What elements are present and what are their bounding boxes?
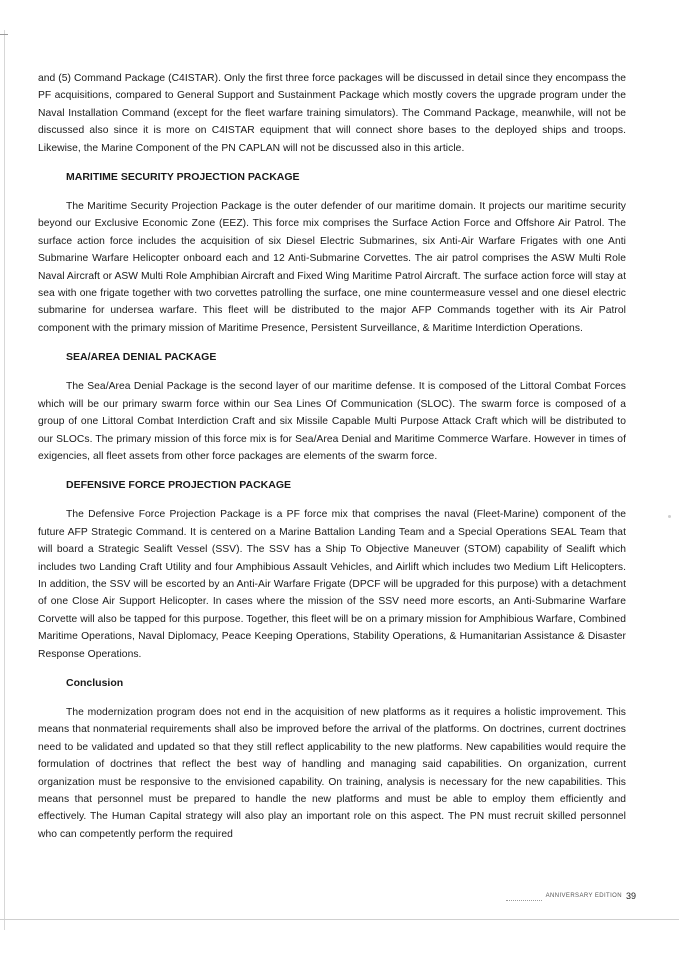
heading-defensive-force: DEFENSIVE FORCE PROJECTION PACKAGE: [66, 479, 292, 492]
page-footer: [506, 889, 636, 903]
heading-sea-area-denial: SEA/AREA DENIAL PACKAGE: [66, 351, 217, 364]
crop-mark: [0, 34, 8, 35]
page-number: 39: [625, 891, 636, 901]
bottom-rule: [0, 919, 679, 920]
sea-area-denial-paragraph: The Sea/Area Denial Package is the second layer of our maritime defense. It is composed of the Littoral Combat Forces which will be our primary swarm force within our Sea Lines Of Communication (SLOC). The swarm force is composed of a group of one Littoral Combat Interdiction Craft and six Missile Capable Multi Purpose Attack Craft which will be distributed to our SLOCs. The primary mission of this force mix is for Sea/Area Denial and Maritime Commerce Warfare. However in times of exigencies, all fleet assets from other force packages are elements of the swarm force.: [38, 381, 626, 462]
heading-conclusion: Conclusion: [66, 676, 124, 689]
left-margin-rule: [4, 30, 5, 930]
intro-paragraph: and (5) Command Package (C4ISTAR). Only the first three force packages will be discussed in detail since they encompass the PF acquisitions, compared to General Support and Sustainment Package which mostly covers the upgrade program under the Naval Installation Command (except for the fleet warfare training simulators). The Command Package, meanwhile, will not be discussed also since it is more on C4ISTAR equipment that will connect shore bases to the deployed ships and troops. Likewise, the Marine Component of the PN CAPLAN will not be discussed also in this article.: [38, 73, 626, 154]
heading-maritime-security: MARITIME SECURITY PROJECTION PACKAGE: [66, 171, 300, 184]
maritime-security-paragraph: The Maritime Security Projection Package is the outer defender of our maritime domain. It projects our maritime security beyond our Exclusive Economic Zone (EEZ). This force mix comprises the Surface Action Force and Offshore Air Patrol. The surface action force includes the acquisition of six Diesel Electric Submarines, six Anti-Air Warfare Frigates with one Anti Submarine Warfare Helicopter onboard each and 12 Anti-Submarine Corvettes. The air patrol comprises the ASW Multi Role Naval Aircraft or ASW Multi Role Amphibian Aircraft and Fixed Wing Maritime Patrol Aircraft. The surface action force will stay at sea with one frigate together with two corvettes patrolling the surface, one mine countermeasure vessel and one diesel electric submarine for undersea warfare. This fleet will be distributed to the major AFP Commands together with its Air Patrol component with the primary mission of Maritime Presence, Persistent Surveillance, & Maritime Interdiction Operations.: [38, 201, 626, 334]
footer-edition-label: ANNIVERSARY EDITION: [545, 893, 622, 899]
conclusion-paragraph: The modernization program does not end in the acquisition of new platforms as it requires a holistic improvement. This means that nonmaterial requirements shall also be improved before the arrival of the platforms. On doctrines, current doctrines need to be validated and updated so that they still reflect applicability to the new platforms. New capabilities would require the formulation of doctrines that reflect the best way of handling and managing said capabilities. On organization, current organization must be responsive to the envisioned capability. On training, analysis is necessary for the new capabilities. This means that personnel must be prepared to handle the new platforms and must be able to employ them efficiently and effectively. The Human Capital strategy will also play an important role on this aspect. The PN must recruit skilled personnel who can competently perform the required: [38, 706, 626, 840]
article-body: [38, 70, 626, 843]
footer-leader-dots: [506, 892, 542, 901]
defensive-force-paragraph: The Defensive Force Projection Package is a PF force mix that comprises the naval (Fleet-Marine) component of the future AFP Strategic Command. It is centered on a Marine Battalion Landing Team and a Special Operations SEAL Team that will board a Strategic Sealift Vessel (SSV). The SSV has a Ship To Objective Maneuver (STOM) capability of Sealift which includes two Landing Craft Utility and four Amphibious Assault Vehicles, and Airlift which includes two Medium Lift Helicopters. In addition, the SSV will be escorted by an Anti-Air Warfare Frigate (DPCF will be upgraded for this purpose) with a detachment of one Close Air Support Helicopter. In cases where the mission of the SSV need more escorts, an Anti-Submarine Warfare Corvette will also be tapped for this purpose. Together, this fleet will be on a primary mission for Amphibious Warfare, Combined Maritime Operations, Naval Diplomacy, Peace Keeping Operations, Stability Operations, & Humanitarian Assistance & Disaster Response Operations.: [38, 509, 626, 660]
scan-speck: [668, 515, 671, 518]
